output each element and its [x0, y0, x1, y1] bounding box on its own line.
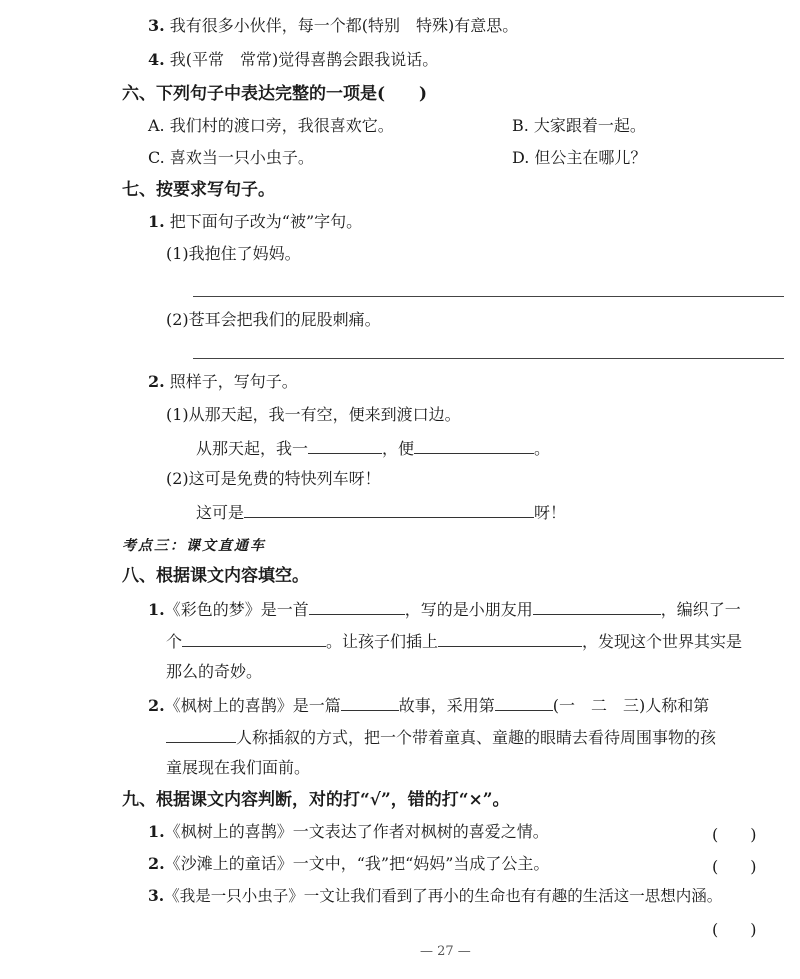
q7-sub1-a: (1)我抱住了妈妈。 — [166, 244, 301, 263]
q9-item-1: 1.《枫树上的喜鹊》一文表达了作者对枫树的喜爱之情。 — [148, 822, 549, 841]
blank[interactable] — [533, 598, 661, 615]
q8-item-1-line-2: 个 。让孩子们插上 ，发现这个世界其实是 — [166, 632, 743, 651]
q7-sub1: 1. 把下面句子改为“被”字句。 — [148, 212, 363, 231]
answer-line[interactable] — [193, 296, 784, 297]
q5-item-4: 4. 我(平常 常常)觉得喜鹊会跟我说话。 — [148, 50, 439, 69]
blank[interactable] — [438, 630, 582, 647]
blank[interactable] — [166, 726, 236, 743]
answer-paren[interactable]: ( ) — [712, 920, 757, 939]
q9-item-3: 3.《我是一只小虫子》一文让我们看到了再小的生命也有有趣的生活这一思想内涵。 — [148, 886, 723, 905]
answer-line[interactable] — [193, 358, 784, 359]
q8-item-2-line-3: 童展现在我们面前。 — [166, 758, 311, 777]
q7-sub2: 2. 照样子，写句子。 — [148, 372, 298, 391]
blank[interactable] — [414, 437, 534, 454]
q5-item-3: 3. 我有很多小伙伴，每一个都(特别 特殊)有意思。 — [148, 16, 519, 35]
answer-paren[interactable]: ( ) — [712, 857, 757, 876]
q8-item-1-line-3: 那么的奇妙。 — [166, 662, 263, 681]
answer-paren[interactable]: ( ) — [712, 825, 757, 844]
q7-sub2-b: (2)这可是免费的特快列车呀！ — [166, 469, 381, 488]
q8-item-2-line-1: 2.《枫树上的喜鹊》是一篇 故事，采用第 (一 二 三)人称和第 — [148, 696, 710, 715]
q6-option-c: C. 喜欢当一只小虫子。 — [148, 148, 314, 167]
section-label: 考点三：课文直通车 — [122, 538, 266, 554]
blank[interactable] — [308, 437, 382, 454]
q7-sub1-b: (2)苍耳会把我们的屁股刺痛。 — [166, 310, 381, 329]
blank[interactable] — [182, 630, 326, 647]
q7-title: 七、按要求写句子。 — [122, 180, 275, 200]
q8-item-2-line-2: 人称插叙的方式，把一个带着童真、童趣的眼睛去看待周围事物的孩 — [166, 726, 716, 748]
q6-option-b: B. 大家跟着一起。 — [512, 116, 646, 135]
q7-sub2-a: (1)从那天起，我一有空，便来到渡口边。 — [166, 405, 461, 424]
q6-option-a: A. 我们村的渡口旁，我很喜欢它。 — [148, 116, 394, 135]
blank[interactable] — [341, 694, 399, 711]
page-number: — 27 — — [420, 944, 471, 959]
q7-sub2-b-fill: 这可是 呀！ — [196, 503, 567, 522]
q8-title: 八、根据课文内容填空。 — [122, 566, 309, 586]
blank[interactable] — [244, 501, 534, 518]
q9-title: 九、根据课文内容判断，对的打“√”，错的打“×”。 — [122, 790, 510, 810]
q7-sub2-a-fill: 从那天起，我一 ，便 。 — [196, 439, 551, 458]
q6-option-d: D. 但公主在哪儿？ — [512, 148, 647, 167]
blank[interactable] — [309, 598, 405, 615]
q8-item-1-line-1: 1.《彩色的梦》是一首 ，写的是小朋友用 ，编织了一 — [148, 600, 741, 619]
q6-title: 六、下列句子中表达完整的一项是( ) — [122, 84, 428, 104]
q9-item-2: 2.《沙滩上的童话》一文中，“我”把“妈妈”当成了公主。 — [148, 854, 550, 873]
blank[interactable] — [495, 694, 553, 711]
